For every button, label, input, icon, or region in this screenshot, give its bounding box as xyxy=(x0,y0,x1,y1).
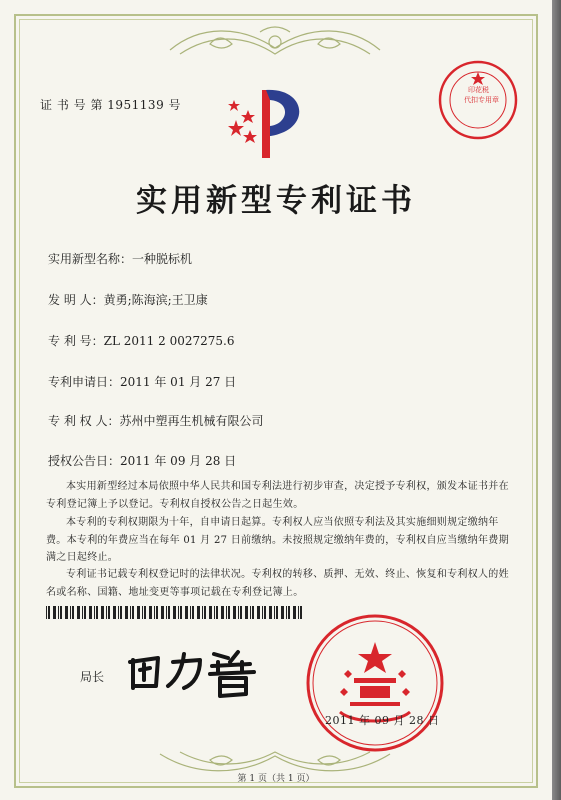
top-ornament xyxy=(150,20,400,70)
filing-date-label: 专利申请日： xyxy=(48,375,121,389)
top-seal xyxy=(436,58,520,142)
field-patent-number xyxy=(48,332,234,349)
inventor-value: 黄勇;陈海滨;王卫康 xyxy=(103,293,208,307)
utility-name-label: 实用新型名称： xyxy=(48,252,133,266)
official-seal xyxy=(304,612,446,754)
grant-date-value: 2011 年 09 月 28 日 xyxy=(120,454,237,468)
field-patent-owner xyxy=(48,412,263,429)
body-paragraph-2: 本专利的专利权期限为十年，自申请日起算。专利权人应当依照专利法及其实施细则规定缴纳年费。本专利的年费应当在每年 01 月 27 日前缴纳。未按照规定缴纳年费的，专利权自应当缴纳年费期满之日起终止。 xyxy=(46,517,509,563)
patent-owner-value: 苏州中塑再生机械有限公司 xyxy=(119,414,264,428)
field-filing-date xyxy=(48,373,236,390)
filing-date-value: 2011 年 01 月 27 日 xyxy=(120,375,237,389)
sipo-logo xyxy=(222,80,310,162)
certificate-title: 实用新型专利证书 xyxy=(136,183,416,219)
field-utility-name xyxy=(48,250,192,267)
patent-number-value: ZL 2011 2 0027275.6 xyxy=(103,334,235,348)
body-paragraph-1: 本实用新型经过本局依照中华人民共和国专利法进行初步审查，决定授予专利权，颁发本证书并在专利登记簿上予以登记。专利权自授权公告之日起生效。 xyxy=(46,481,509,510)
director-signature xyxy=(118,640,263,700)
body-paragraph-3: 专利证书记载专利权登记时的法律状况。专利权的转移、质押、无效、终止、恢复和专利权人的姓名或名称、国籍、地址变更等事项记载在专利登记簿上。 xyxy=(46,569,509,598)
inventor-label: 发 明 人： xyxy=(48,293,104,307)
field-grant-date xyxy=(48,452,236,469)
patent-number-label: 专 利 号： xyxy=(48,334,104,348)
certificate-number: 证 书 号 第 1951139 号 xyxy=(40,98,182,112)
page-number: 第 1 页（共 1 页） xyxy=(237,774,315,784)
seal-date: 2011 年 09 月 28 日 xyxy=(325,714,440,727)
page-edge-shadow xyxy=(552,0,561,800)
field-inventor xyxy=(48,291,208,308)
svg-text:代扣专用章: 代扣专用章 xyxy=(464,96,499,104)
barcode xyxy=(46,606,306,619)
grant-date-label: 授权公告日： xyxy=(48,454,121,468)
utility-name-value: 一种脱标机 xyxy=(132,252,193,266)
patent-owner-label: 专 利 权 人： xyxy=(48,414,120,428)
svg-text:印花税: 印花税 xyxy=(468,86,489,94)
director-label: 局长 xyxy=(80,670,105,684)
